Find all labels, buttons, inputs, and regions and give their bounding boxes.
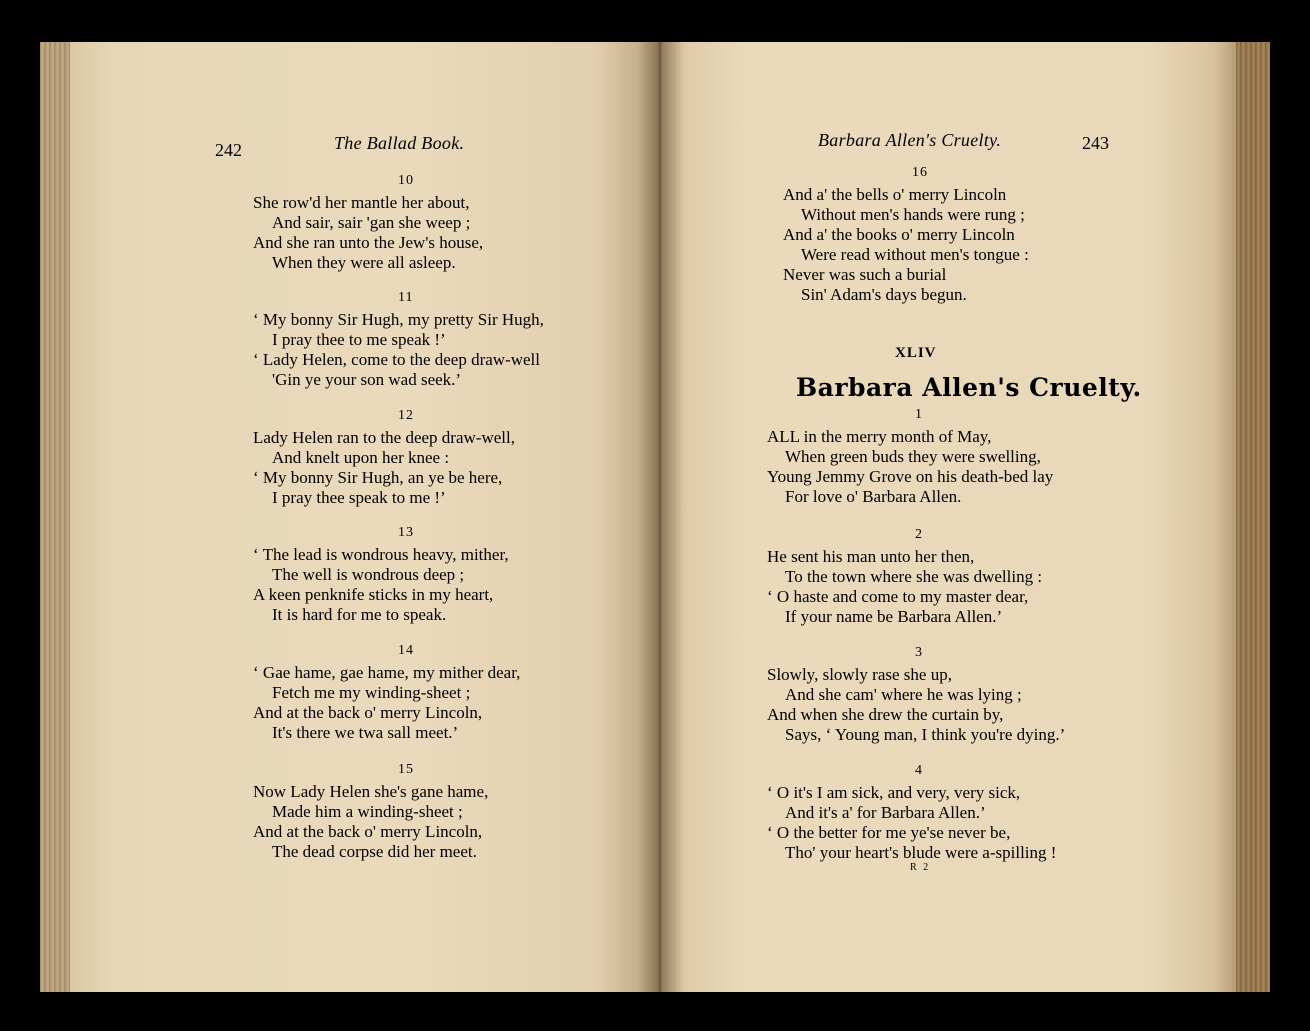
verse-line: Were read without men's tongue : [801,245,1029,264]
verse-line: A keen penknife sticks in my heart, [253,585,494,604]
verse-line: And a' the bells o' merry Lincoln [783,185,1007,204]
ballad-number: XLIV [895,345,937,361]
verse-line: And a' the books o' merry Lincoln [783,225,1015,244]
verse-line: Sin' Adam's days begun. [801,285,967,304]
verse-line: Tho' your heart's blude were a-spilling ! [785,843,1057,862]
verse-line: ‘ My bonny Sir Hugh, my pretty Sir Hugh, [253,310,544,329]
verse-line: Says, ‘ Young man, I think you're dying.’ [785,725,1066,744]
stanza-number: 12 [398,408,414,423]
right-running-head: Barbara Allen's Cruelty. [818,130,1002,150]
verse-line: And sair, sair 'gan she weep ; [272,213,471,232]
left-page-number: 242 [215,140,242,160]
verse-line: And she ran unto the Jew's house, [253,233,484,252]
verse-line: ‘ O the better for me ye'se never be, [767,823,1011,842]
verse-line: It's there we twa sall meet.’ [272,723,459,742]
verse-line: ALL in the merry month of May, [767,427,992,446]
verse-line: And at the back o' merry Lincoln, [253,703,483,722]
ballad-title: Barbara Allen's Cruelty. [796,373,1142,402]
verse-line: And she cam' where he was lying ; [785,685,1022,704]
verse-line: If your name be Barbara Allen.’ [785,607,1003,626]
verse-line: When they were all asleep. [272,253,456,272]
stanza-number: 1 [915,407,923,422]
stanza-number: 3 [915,645,923,660]
verse-line: Lady Helen ran to the deep draw-well, [253,428,515,447]
left-running-head: The Ballad Book. [334,133,465,153]
book-gutter [638,42,682,992]
verse-line: It is hard for me to speak. [272,605,447,624]
stanza-number: 16 [912,165,928,180]
stanza-number: 15 [398,762,414,777]
verse-line: And when she drew the curtain by, [767,705,1004,724]
stanza-number: 13 [398,525,414,540]
verse-line: She row'd her mantle her about, [253,193,470,212]
verse-line: ‘ O haste and come to my master dear, [767,587,1029,606]
verse-line: 'Gin ye your son wad seek.’ [272,370,462,389]
verse-line: And it's a' for Barbara Allen.’ [785,803,986,822]
signature-mark: R 2 [910,862,931,873]
verse-line: Slowly, slowly rase she up, [767,665,952,684]
left-page-edges [40,42,70,992]
verse-line: Without men's hands were rung ; [801,205,1025,224]
verse-line: Now Lady Helen she's gane hame, [253,782,489,801]
stanza-number: 11 [398,290,414,305]
verse-line: To the town where she was dwelling : [785,567,1043,586]
stanza-number: 2 [915,527,923,542]
right-page-edges [1236,42,1270,992]
verse-line: He sent his man unto her then, [767,547,975,566]
verse-line: Never was such a burial [783,265,947,284]
verse-line: I pray thee to me speak !’ [272,330,446,349]
right-page-number: 243 [1082,133,1109,153]
verse-line: ‘ Lady Helen, come to the deep draw-well [253,350,540,369]
stanza-number: 14 [398,643,414,658]
verse-line: Made him a winding-sheet ; [272,802,463,821]
verse-line: When green buds they were swelling, [785,447,1041,466]
stanza-number: 4 [915,763,923,778]
verse-line: The well is wondrous deep ; [272,565,465,584]
verse-line: And knelt upon her knee : [272,448,450,467]
verse-line: I pray thee speak to me !’ [272,488,446,507]
verse-line: Fetch me my winding-sheet ; [272,683,471,702]
stanza-number: 10 [398,173,414,188]
verse-line: Young Jemmy Grove on his death-bed lay [767,467,1054,486]
open-book [40,42,1270,992]
verse-line: ‘ My bonny Sir Hugh, an ye be here, [253,468,503,487]
verse-line: ‘ O it's I am sick, and very, very sick, [767,783,1021,802]
verse-line: The dead corpse did her meet. [272,842,477,861]
verse-line: For love o' Barbara Allen. [785,487,962,506]
verse-line: ‘ Gae hame, gae hame, my mither dear, [253,663,521,682]
verse-line: And at the back o' merry Lincoln, [253,822,483,841]
verse-line: ‘ The lead is wondrous heavy, mither, [253,545,509,564]
